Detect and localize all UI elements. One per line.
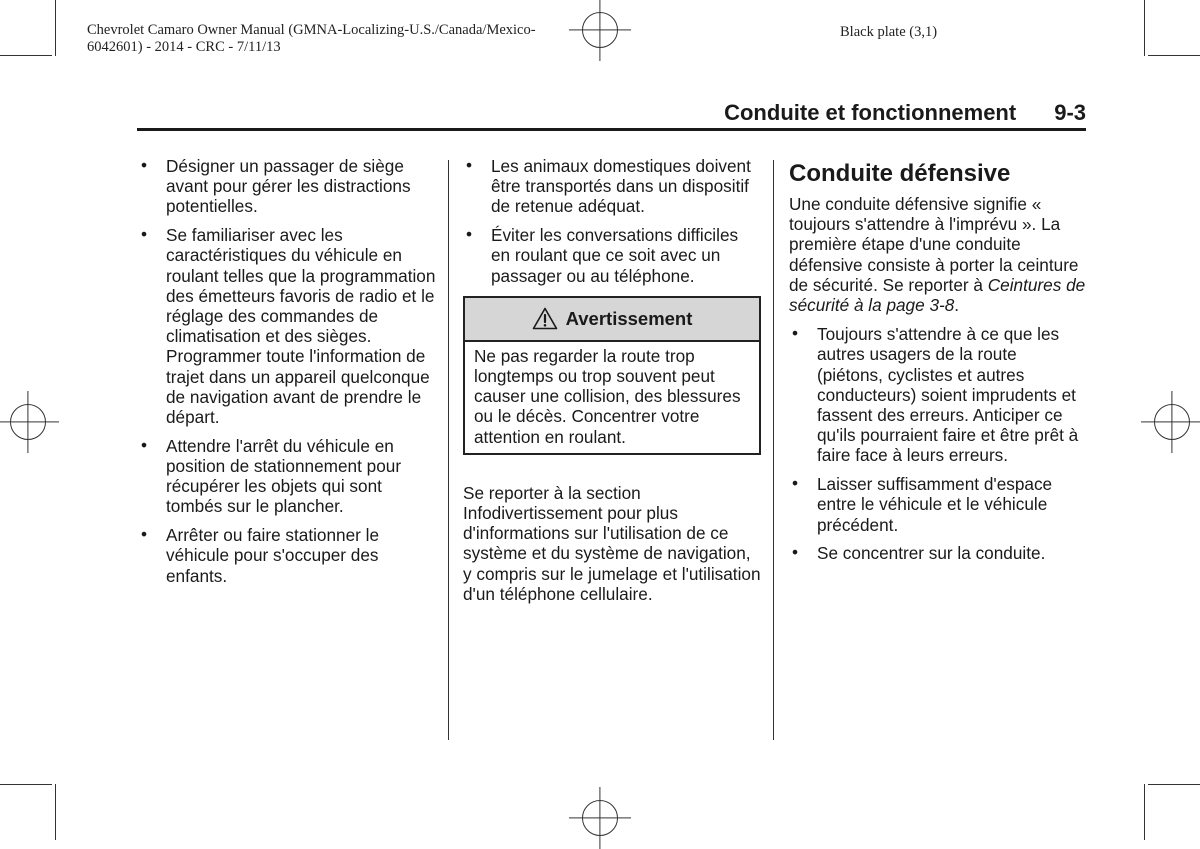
registration-mark-icon: [1154, 404, 1190, 440]
crop-mark: [1144, 784, 1145, 840]
intro-end: .: [954, 295, 960, 316]
bullet-icon: •: [792, 473, 799, 494]
crop-mark: [1148, 55, 1200, 56]
info-paragraph: Se reporter à la section Infodivertissement pour plus d'informations sur l'utilisation de ce système et du système de navigation, y compris sur le jumelage et l'utilisation d'un téléphone cellulaire.: [463, 482, 761, 604]
registration-mark-icon: [10, 404, 46, 440]
header-rule: [137, 128, 1086, 131]
print-plate: Black plate (3,1): [840, 24, 938, 40]
list-item: [138, 525, 438, 586]
list-item-text: Se familiariser avec les caractéristiques du véhicule en roulant telles que la programmation des émetteurs favoris de radio et le réglage des commandes de climatisation et des sièges. Programmer toute l'information de trajet dans un appareil quelconque de navigation avant de prendre le départ.: [166, 225, 436, 428]
section-title: Conduite et fonctionnement: [724, 100, 1017, 125]
list-item-text: Les animaux domestiques doivent être transportés dans un dispositif de retenue adéquat.: [491, 156, 751, 217]
bullet-icon: •: [792, 542, 799, 563]
page-number: 9-3: [1054, 100, 1086, 125]
bullet-icon: •: [141, 155, 148, 175]
column-2: [463, 156, 761, 604]
list-item: [138, 225, 438, 427]
list-item: [789, 543, 1087, 563]
registration-mark-icon: [582, 800, 618, 836]
bullet-icon: •: [141, 434, 148, 455]
list-item-text: Désigner un passager de siège avant pour gérer les distractions potentielles.: [166, 156, 411, 217]
list-item-text: Laisser suffisamment d'espace entre le véhicule et le véhicule précédent.: [817, 474, 1053, 535]
list-item: [138, 436, 438, 517]
intro-paragraph: [789, 194, 1087, 315]
warning-header: [465, 298, 759, 342]
column-divider: [773, 160, 774, 740]
crop-mark: [0, 55, 52, 56]
bullet-icon: •: [466, 155, 473, 175]
registration-mark-icon: [582, 12, 618, 48]
list-item: [789, 324, 1087, 465]
column-3: [789, 156, 1087, 572]
crop-mark: [55, 784, 56, 840]
list-item: [789, 474, 1087, 535]
bullet-list: [463, 156, 761, 286]
section-heading: Conduite défensive: [789, 160, 1011, 187]
bullet-icon: •: [792, 323, 799, 344]
column-divider: [448, 160, 449, 740]
intro-text: Une conduite défensive signifie « toujours s'attendre à l'imprévu ». La première étape d'une conduite défensive consiste à porter la ceinture de sécurité. Se reporter à: [789, 194, 1079, 295]
list-item-text: Se concentrer sur la conduite.: [817, 543, 1046, 564]
bullet-list: [138, 156, 438, 586]
list-item-text: Arrêter ou faire stationner le véhicule pour s'occuper des enfants.: [166, 525, 380, 586]
bullet-icon: •: [141, 224, 148, 245]
running-head: [724, 100, 1086, 126]
warning-triangle-icon: [532, 307, 558, 330]
list-item-text: Toujours s'attendre à ce que les autres usagers de la route (piétons, cyclistes et autres conducteurs) soient imprudents et fassent des erreurs. Anticiper ce qu'ils pourraient faire et être prêt à faire face à leurs erreurs.: [817, 324, 1079, 466]
warning-box: [463, 296, 761, 455]
list-item: [138, 156, 438, 217]
crop-mark: [1144, 0, 1145, 56]
warning-title: Avertissement: [565, 307, 693, 329]
bullet-icon: •: [141, 524, 148, 545]
warning-body: Ne pas regarder la route trop longtemps ou trop souvent peut causer une collision, des blessures ou le décès. Concentrer votre attention en roulant.: [474, 345, 741, 447]
crop-mark: [1148, 784, 1200, 785]
column-1: [138, 156, 438, 594]
bullet-list: [789, 324, 1087, 563]
list-item-text: Éviter les conversations difficiles en roulant que ce soit avec un passager ou au téléphone.: [491, 225, 739, 286]
list-item: [463, 225, 761, 286]
print-slug-line1: Chevrolet Camaro Owner Manual (GMNA-Localizing-U.S./Canada/Mexico-: [87, 22, 536, 38]
cross-reference-link[interactable]: Ceintures de sécurité à la page 3-8: [789, 274, 1086, 316]
list-item-text: Attendre l'arrêt du véhicule en position de stationnement pour récupérer les objets qui sont tombés sur le plancher.: [166, 435, 402, 517]
list-item: [463, 156, 761, 217]
crop-mark: [55, 0, 56, 56]
print-slug-line2: 6042601) - 2014 - CRC - 7/11/13: [87, 39, 281, 55]
bullet-icon: •: [466, 224, 473, 245]
crop-mark: [0, 784, 52, 785]
